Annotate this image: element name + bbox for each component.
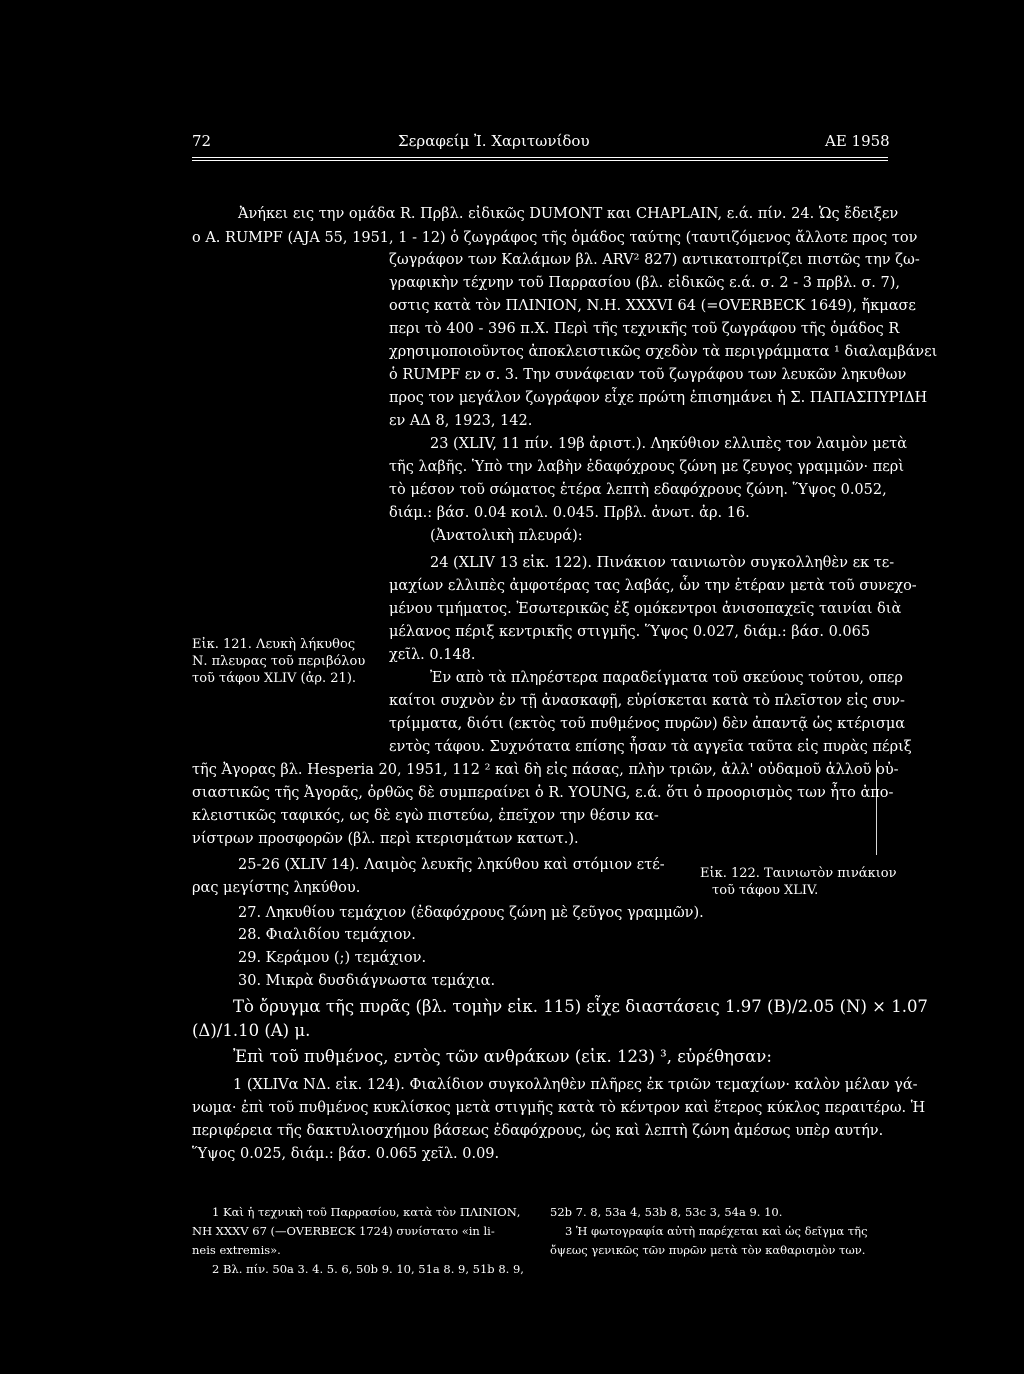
body-line: μέλανος πέριξ κεντρικῆς στιγμῆς. Ὕψος 0.027, διάμ.: βάσ. 0.065 [389,624,871,640]
body-line: 23 (XLIV, 11 πίν. 19β ἀριστ.). Ληκύθιον ελλιπὲς τον λαιμὸν μετὰ [430,436,908,452]
body-line: ο Α. RUMPF (AJA 55, 1951, 1 - 12) ὁ ζωγράφος τῆς ὁμάδος ταύτης (ταυτιζόμενος ἄλλοτε προς τον [192,230,918,246]
body-line: μαχίων ελλιπὲς ἀμφοτέρας τας λαβάς, ὧν την ἑτέραν μετὰ τοῦ συνεχο- [389,578,917,594]
body-line: νίστρων προσφορῶν (βλ. περὶ κτερισμάτων κατωτ.). [192,831,579,847]
body-line: 29. Κεράμου (;) τεμάχιον. [238,950,427,966]
page-number: 72 [192,132,212,150]
body-line: τῆς λαβῆς. Ὑπὸ την λαβὴν ἐδαφόχρους ζώνη με ζευγος γραμμῶν· περὶ [389,459,904,475]
body-line: περιφέρεια τῆς δακτυλιοσχήμου βάσεως ἐδαφόχρους, ὡς καὶ λεπτὴ ζώνη ἀμέσως υπὲρ αυτήν. [192,1123,884,1139]
footnote-line: ὄψεως γενικῶς τῶν πυρῶν μετὰ τὸν καθαρισμὸν των. [550,1243,866,1257]
body-line: Τὸ ὄρυγμα τῆς πυρᾶς (βλ. τομὴν εἰκ. 115) εἶχε διαστάσεις 1.97 (Β)/2.05 (Ν) × 1.07 [233,997,928,1016]
body-line: Ἐν απὸ τὰ πληρέστερα παραδείγματα τοῦ σκεύους τούτου, οπερ [430,670,903,686]
body-line: (Ἀνατολικὴ πλευρά): [430,528,583,544]
body-line: προς τον μεγάλον ζωγράφον εἶχε πρώτη ἐπισημάνει ἡ Σ. ΠΑΠΑΣΠΥΡΙΔΗ [389,390,928,406]
header-rule [192,157,888,158]
footnote-line: 1 Καὶ ἡ τεχνικὴ τοῦ Παρρασίου, κατὰ τὸν ΠΛΙΝΙΟΝ, [212,1205,521,1219]
body-line: μένου τμήματος. Ἐσωτερικῶς ἐξ ομόκεντροι ἀνισοπαχεῖς ταινίαι διὰ [389,601,902,617]
body-line: (Δ)/1.10 (Α) μ. [192,1021,311,1040]
body-line: 30. Μικρὰ δυσδιάγνωστα τεμάχια. [238,973,496,989]
body-line: χεῖλ. 0.148. [389,647,476,663]
body-line: 1 (XLIVα ΝΔ. εἰκ. 124). Φιαλίδιον συγκολληθὲν πλῆρες ἐκ τριῶν τεμαχίων· καλὸν μέλαν γά- [233,1077,918,1093]
body-line: περι τὸ 400 - 396 π.Χ. Περὶ τῆς τεχνικῆς τοῦ ζωγράφου τῆς ὁμάδος R [389,321,900,337]
body-line: καίτοι συχνὸν ἐν τῇ ἀνασκαφῇ, εὑρίσκεται κατὰ τὸ πλεῖστον εἰς συν- [389,693,905,709]
body-line: 25-26 (XLIV 14). Λαιμὸς λευκῆς ληκύθου καὶ στόμιον ετέ- [238,857,665,873]
body-line: Ὕψος 0.025, διάμ.: βάσ. 0.065 χεῖλ. 0.09. [192,1146,500,1162]
footnote-line: neis extremis». [192,1243,281,1257]
figure-122-caption [700,865,897,899]
body-line: σιαστικῶς τῆς Ἀγορᾶς, ὀρθῶς δὲ συμπεραίνει ὁ R. YOUNG, ε.ά. ὅτι ὁ προορισμὸς των ἦτο ἀπο- [192,785,894,801]
body-line: Ἀνήκει εις την ομάδα R. Πρβλ. εἰδικῶς DUMONT και CHAPLAIN, ε.ά. πίν. 24. Ὡς ἔδειξεν [238,206,899,222]
body-line: κλειστικῶς ταφικός, ως δὲ εγὼ πιστεύω, ἐπεῖχον την θέσιν κα- [192,808,659,824]
body-line: εντὸς τάφου. Συχνότατα επίσης ἦσαν τὰ αγγεῖα ταῦτα εἰς πυρὰς πέριξ [389,739,912,755]
body-line: χρησιμοποιοῦντος ἀποκλειστικῶς σχεδὸν τὰ περιγράμματα ¹ διαλαμβάνει [389,344,938,360]
body-line: διάμ.: βάσ. 0.04 κοιλ. 0.045. Πρβλ. ἀνωτ. ἀρ. 16. [389,505,750,521]
footnote-line: ΝΗ XXXV 67 (—OVERBECK 1724) συνίστατο «in li- [192,1224,495,1238]
body-line: ζωγράφον των Καλάμων βλ. ARV² 827) αντικατοπτρίζει πιστῶς την ζω- [389,252,920,268]
figure-122-image [700,770,890,860]
figure-caption-line: τοῦ τάφου XLIV (ἀρ. 21). [192,671,357,686]
body-line: Ἐπὶ τοῦ πυθμένος, εντὸς τῶν ανθράκων (εἰκ. 123) ³, εὑρέθησαν: [233,1047,772,1066]
body-line: 28. Φιαλιδίου τεμάχιον. [238,927,416,943]
figure-121-caption [192,636,365,687]
footnote-line: 3 Ἡ φωτογραφία αὐτὴ παρέχεται καὶ ὡς δεῖγμα τῆς [565,1224,868,1238]
body-line: 27. Ληκυθίου τεμάχιον (ἐδαφόχρους ζώνη μὲ ζεῦγος γραμμῶν). [238,905,704,921]
running-title: Σεραφείμ Ἰ. Χαριτωνίδου [398,132,590,150]
body-line: εν ΑΔ 8, 1923, 142. [389,413,533,429]
header-rule-2 [192,160,888,161]
body-line: ρας μεγίστης ληκύθου. [192,880,361,896]
body-line: γραφικὴν τέχνην τοῦ Παρρασίου (βλ. εἰδικῶς ε.ά. σ. 2 - 3 πρβλ. σ. 7), [389,275,900,291]
body-line: τὸ μέσον τοῦ σώματος ἑτέρα λεπτὴ εδαφόχρους ζώνη. Ὕψος 0.052, [389,482,887,498]
figure-caption-line: Ν. πλευρας τοῦ περιβόλου [192,654,366,669]
body-line: 24 (XLIV 13 εἰκ. 122). Πινάκιον ταινιωτὸν συγκολληθὲν εκ τε- [430,555,895,571]
figure-121-image [192,330,382,630]
body-line: τρίμματα, διότι (εκτὸς τοῦ πυθμένος πυρῶν) δὲν ἀπαντᾷ ὡς κτέρισμα [389,716,906,732]
footnote-line: 52b 7. 8, 53a 4, 53b 8, 53c 3, 54a 9. 10. [550,1205,783,1219]
body-line: τῆς Ἀγορας βλ. Hesperia 20, 1951, 112 ² καὶ δὴ εἰς πάσας, πλὴν τριῶν, ἀλλ' οὐδαμοῦ ἀλλοῦ οὐ- [192,762,899,778]
body-line: οστις κατὰ τὸν ΠΛΙΝΙΟΝ, Ν.Η. XXXVI 64 (=OVERBECK 1649), ἤκμασε [389,298,916,314]
journal-reference: ΑΕ 1958 [825,132,890,150]
body-line: νωμα· ἐπὶ τοῦ πυθμένος κυκλίσκος μετὰ στιγμῆς κατὰ τὸ κέντρον καὶ ἕτερος κύκλος περαιτέρω. Ἡ [192,1100,926,1116]
footnote-line: 2 Βλ. πίν. 50a 3. 4. 5. 6, 50b 9. 10, 51a 8. 9, 51b 8. 9, [212,1262,524,1276]
body-line: ὁ RUMPF εν σ. 3. Την συνάφειαν τοῦ ζωγράφου των λευκῶν ληκυθων [389,367,907,383]
figure-caption-line: τοῦ τάφου XLIV. [712,883,819,898]
figure-caption-line: Εἰκ. 122. Ταινιωτὸν πινάκιον [700,866,897,881]
figure-caption-line: Εἰκ. 121. Λευκὴ λήκυθος [192,637,356,652]
